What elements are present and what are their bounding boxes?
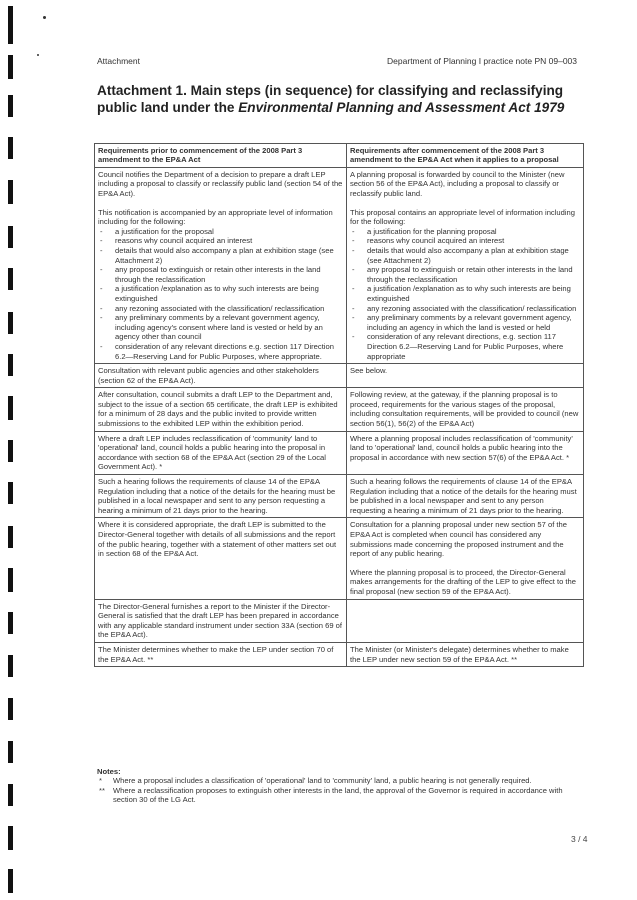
row4-left: Where a draft LEP includes reclassification of 'community' land to 'operational' land, council holds a public hearing into the proposal in accordance with section 68 of the EP&A Act (section 29 of the Local Government Act). * xyxy=(95,431,347,474)
row6-right-p2: Where the planning proposal is to proceed, the Director-General makes arrangements for the drafting of the LEP to give effect to the final proposal (new section 59 of the EP&A Act). xyxy=(350,567,576,596)
list-item: - a justification /explanation as to why such interests are being extinguished xyxy=(98,284,343,303)
header-after: Requirements after commencement of the 2008 Part 3 amendment to the EP&A Act when it applies to a proposal xyxy=(347,144,584,168)
page-title xyxy=(97,82,587,116)
row2-right: See below. xyxy=(347,364,584,388)
table-row xyxy=(95,642,584,666)
row5-right: Such a hearing follows the requirements of clause 14 of the EP&A Regulation including that a notice of the details for the hearing must be published in a local newspaper and sent to any person requesting a hearing a minimum of 21 days prior to the hearing. xyxy=(347,475,584,518)
row1-right-p1: A planning proposal is forwarded by council to the Minister (new section 56 of the EP&A Act), including a proposal to classify or reclassify public land. xyxy=(350,169,565,198)
row7-right xyxy=(347,599,584,642)
row1-left-p2 xyxy=(98,208,343,362)
row1-left-list xyxy=(98,227,343,361)
row3-left: After consultation, council submits a draft LEP to the Department and, subject to the issue of a section 65 certificate, the draft LEP is exhibited for a minimum of 28 days and the public invited to provide written submissions to the exhibited LEP within the exhibition period. xyxy=(95,388,347,431)
list-item: - reasons why council acquired an interest xyxy=(350,236,580,246)
row4-right: Where a planning proposal includes reclassification of 'community' land to 'operational' land, council holds a public hearing into the proposal in accordance with new section 57(6) of the EP&A Act. * xyxy=(347,431,584,474)
list-item: - details that would also accompany a plan at exhibition stage (see Attachment 2) xyxy=(350,246,580,265)
list-item: - any preliminary comments by a relevant government agency, including agency's consent where land is vested or held by an agency other than council xyxy=(98,313,343,342)
table-row xyxy=(95,475,584,518)
list-item: - consideration of any relevant directions e.g. section 117 Direction 6.2—Reserving Land for Public Purposes, where appropriate. xyxy=(98,342,343,361)
row8-left: The Minister determines whether to make the LEP under section 70 of the EP&A Act. ** xyxy=(95,642,347,666)
steps-table xyxy=(94,143,584,667)
row5-left: Such a hearing follows the requirements of clause 14 of the EP&A Regulation including that a notice of the details for the hearing must be published in a local newspaper and sent to any person requesting a hearing a minimum of 21 days prior to the hearing. xyxy=(95,475,347,518)
table-row xyxy=(95,364,584,388)
list-item: - a justification /explanation as to why such interests are being extinguished xyxy=(350,284,580,303)
list-item: - a justification for the proposal xyxy=(98,227,343,237)
list-item: - details that would also accompany a plan at exhibition stage (see Attachment 2) xyxy=(98,246,343,265)
note-item xyxy=(97,776,587,785)
list-item: - a justification for the planning proposal xyxy=(350,227,580,237)
table-row xyxy=(95,431,584,474)
row1-right-list xyxy=(350,227,580,361)
note-item xyxy=(97,786,587,805)
table-header-row xyxy=(95,144,584,168)
header-right: Department of Planning I practice note PN 09–003 xyxy=(387,56,577,66)
page-number: 3 / 4 xyxy=(571,834,588,844)
row6-right-p1: Consultation for a planning proposal under new section 57 of the EP&A Act is completed when council has considered any submissions made concerning the proposed instrument and the report of any public hearing. xyxy=(350,520,567,559)
table-row xyxy=(95,388,584,431)
list-item: - any proposal to extinguish or retain other interests in the land through the reclassification xyxy=(350,265,580,284)
list-item: - any proposal to extinguish or retain other interests in the land through the reclassification xyxy=(98,265,343,284)
row1-left-intro: This notification is accompanied by an appropriate level of information including for the following: xyxy=(98,207,333,227)
note-symbol: ** xyxy=(99,785,105,795)
row7-left: The Director-General furnishes a report to the Minister if the Director-General is satisfied that the draft LEP has been prepared in accordance with any applicable standard instrument under section 33A (section 69 of the EP&A Act). xyxy=(95,599,347,642)
notes-title: Notes: xyxy=(97,767,121,776)
note-text: Where a reclassification proposes to extinguish other interests in the land, the approval of the Governor is required in accordance with section 30 of the LG Act. xyxy=(113,785,563,805)
row8-right: The Minister (or Minister's delegate) determines whether to make the LEP under new section 59 of the EP&A Act. ** xyxy=(347,642,584,666)
row2-left: Consultation with relevant public agencies and other stakeholders (section 62 of the EP&A Act). xyxy=(95,364,347,388)
row6-left: Where it is considered appropriate, the draft LEP is submitted to the Director-General together with details of all submissions and the report of the public hearing, together with a statement of other matters set out in section 68 of the EP&A Act. xyxy=(95,518,347,599)
note-symbol: * xyxy=(99,776,102,786)
list-item: - any rezoning associated with the classification/ reclassification xyxy=(350,304,580,314)
list-item: - consideration of any relevant directions, e.g. section 117 Direction 6.2—Reserving Land for Public Purposes, where appropriate xyxy=(350,332,580,361)
list-item: - any rezoning associated with the classification/ reclassification xyxy=(98,304,343,314)
title-main: Attachment 1. Main steps (in sequence) for classifying and reclassifying public land under the xyxy=(97,83,564,115)
list-item: - reasons why council acquired an interest xyxy=(98,236,343,246)
row1-right-intro: This proposal contains an appropriate level of information including for the following: xyxy=(350,207,575,227)
row3-right: Following review, at the gateway, if the planning proposal is to proceed, requirements for the various stages of the proposal, including consultation requirements, will be provided to council (new section 56(1), 56(2) of the EP&A Act) xyxy=(347,388,584,431)
note-text: Where a proposal includes a classification of 'operational' land to 'community' land, a public hearing is not generally required. xyxy=(113,776,532,786)
list-item: - any preliminary comments by a relevant government agency, including an agency in which the land is vested or held xyxy=(350,313,580,332)
row1-left xyxy=(95,167,347,363)
table-row xyxy=(95,167,584,363)
row1-left-p1: Council notifies the Department of a decision to prepare a draft LEP including a proposal to classify or reclassify public land (section 54 of the EP&A Act). xyxy=(98,169,343,198)
header-left: Attachment xyxy=(97,56,140,66)
table-row xyxy=(95,599,584,642)
row1-right-p2 xyxy=(350,208,580,362)
notes-section xyxy=(97,767,587,805)
header-prior: Requirements prior to commencement of the 2008 Part 3 amendment to the EP&A Act xyxy=(95,144,347,168)
table-row xyxy=(95,518,584,599)
row1-right xyxy=(347,167,584,363)
row6-right xyxy=(347,518,584,599)
title-act: Environmental Planning and Assessment Act 1979 xyxy=(238,100,565,115)
